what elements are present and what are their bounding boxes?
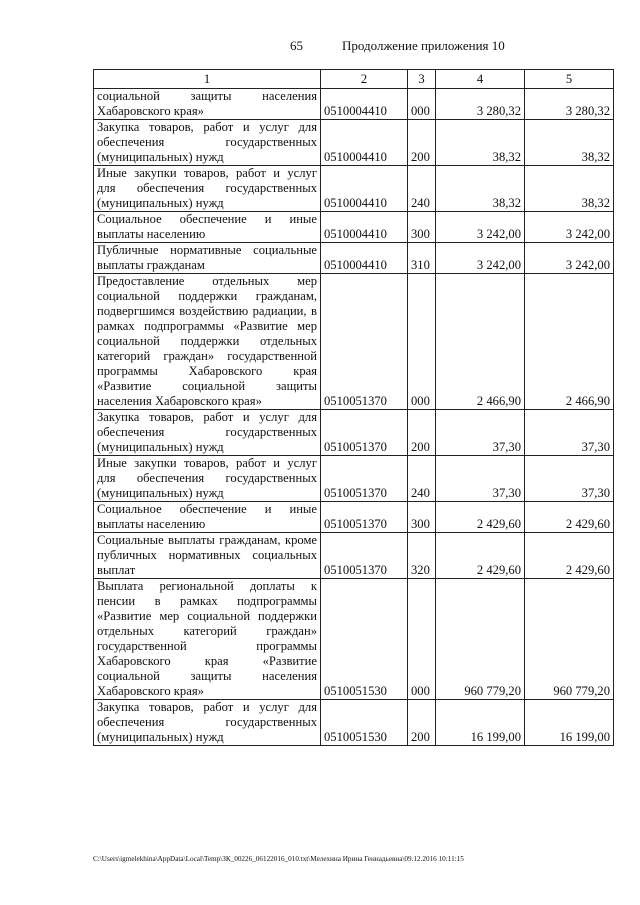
table-row (94, 166, 614, 212)
table-header-row (94, 70, 614, 89)
footer-file-path: C:\Users\igmelekhina\AppData\Local\Temp\ЗК_00226_06122016_010.txt\Мелехина Ирина Геннадьевна\09.12.2016 10:11:15 (93, 855, 464, 863)
row-expense-type: 320 (408, 533, 436, 579)
column-header-2: 2 (321, 70, 408, 89)
row-amount-col5: 3 242,00 (525, 212, 614, 243)
row-expense-type: 200 (408, 120, 436, 166)
page-number: 65 (290, 38, 303, 53)
row-target-code: 0510004410 (321, 89, 408, 120)
row-amount-col4: 16 199,00 (436, 700, 525, 746)
table-row (94, 274, 614, 410)
table-row (94, 243, 614, 274)
row-amount-col4: 37,30 (436, 410, 525, 456)
row-amount-col4: 38,32 (436, 166, 525, 212)
row-amount-col4: 960 779,20 (436, 579, 525, 700)
appendix-title: Продолжение приложения 10 (342, 38, 505, 53)
row-description: Социальное обеспечение и иные выплаты населению (94, 502, 321, 533)
row-expense-type: 300 (408, 502, 436, 533)
row-expense-type: 240 (408, 166, 436, 212)
row-expense-type: 200 (408, 410, 436, 456)
row-expense-type: 000 (408, 89, 436, 120)
row-expense-type: 240 (408, 456, 436, 502)
budget-table (93, 69, 614, 746)
row-target-code: 0510051370 (321, 410, 408, 456)
row-target-code: 0510004410 (321, 120, 408, 166)
row-amount-col5: 37,30 (525, 456, 614, 502)
row-amount-col4: 2 429,60 (436, 502, 525, 533)
row-description: Закупка товаров, работ и услуг для обеспечения государственных (муниципальных) нужд (94, 700, 321, 746)
row-target-code: 0510004410 (321, 212, 408, 243)
column-header-4: 4 (436, 70, 525, 89)
row-amount-col4: 3 242,00 (436, 243, 525, 274)
table-row (94, 410, 614, 456)
row-expense-type: 310 (408, 243, 436, 274)
row-description: Иные закупки товаров, работ и услуг для обеспечения государственных (муниципальных) нужд (94, 166, 321, 212)
row-description: Социальное обеспечение и иные выплаты населению (94, 212, 321, 243)
row-description: Иные закупки товаров, работ и услуг для обеспечения государственных (муниципальных) нужд (94, 456, 321, 502)
row-target-code: 0510051370 (321, 502, 408, 533)
row-description: Предоставление отдельных мер социальной поддержки гражданам, подвергшимся воздействию радиации, в рамках подпрограммы «Развитие мер социальной поддержки отдельных категорий граждан» государственной программы Хабаровского края «Развитие социальной защиты населения Хабаровского края» (94, 274, 321, 410)
row-amount-col4: 2 466,90 (436, 274, 525, 410)
row-amount-col5: 2 466,90 (525, 274, 614, 410)
row-target-code: 0510051530 (321, 700, 408, 746)
table-row (94, 212, 614, 243)
row-target-code: 0510051370 (321, 533, 408, 579)
row-description: социальной защиты населения Хабаровского края» (94, 89, 321, 120)
column-header-1: 1 (94, 70, 321, 89)
row-description: Закупка товаров, работ и услуг для обеспечения государственных (муниципальных) нужд (94, 410, 321, 456)
column-header-3: 3 (408, 70, 436, 89)
table-row (94, 579, 614, 700)
table-row (94, 533, 614, 579)
table-row (94, 700, 614, 746)
row-description: Закупка товаров, работ и услуг для обеспечения государственных (муниципальных) нужд (94, 120, 321, 166)
column-header-5: 5 (525, 70, 614, 89)
table-row (94, 456, 614, 502)
row-amount-col5: 960 779,20 (525, 579, 614, 700)
row-amount-col5: 37,30 (525, 410, 614, 456)
row-amount-col4: 38,32 (436, 120, 525, 166)
row-expense-type: 300 (408, 212, 436, 243)
row-amount-col5: 3 280,32 (525, 89, 614, 120)
row-amount-col5: 16 199,00 (525, 700, 614, 746)
row-amount-col5: 2 429,60 (525, 502, 614, 533)
page-header (0, 38, 640, 56)
row-target-code: 0510051370 (321, 274, 408, 410)
row-target-code: 0510051370 (321, 456, 408, 502)
table-row (94, 89, 614, 120)
row-expense-type: 000 (408, 274, 436, 410)
row-amount-col5: 2 429,60 (525, 533, 614, 579)
row-amount-col5: 3 242,00 (525, 243, 614, 274)
row-amount-col4: 37,30 (436, 456, 525, 502)
row-amount-col4: 2 429,60 (436, 533, 525, 579)
row-amount-col4: 3 242,00 (436, 212, 525, 243)
table-row (94, 502, 614, 533)
row-target-code: 0510004410 (321, 166, 408, 212)
table-row (94, 120, 614, 166)
row-target-code: 0510051530 (321, 579, 408, 700)
row-expense-type: 200 (408, 700, 436, 746)
row-description: Выплата региональной доплаты к пенсии в рамках подпрограммы «Развитие мер социальной поддержки отдельных категорий граждан» государственной программы Хабаровского края «Развитие социальной защиты населения Хабаровского края» (94, 579, 321, 700)
row-expense-type: 000 (408, 579, 436, 700)
row-amount-col5: 38,32 (525, 120, 614, 166)
row-target-code: 0510004410 (321, 243, 408, 274)
row-amount-col4: 3 280,32 (436, 89, 525, 120)
row-description: Социальные выплаты гражданам, кроме публичных нормативных социальных выплат (94, 533, 321, 579)
row-description: Публичные нормативные социальные выплаты гражданам (94, 243, 321, 274)
row-amount-col5: 38,32 (525, 166, 614, 212)
